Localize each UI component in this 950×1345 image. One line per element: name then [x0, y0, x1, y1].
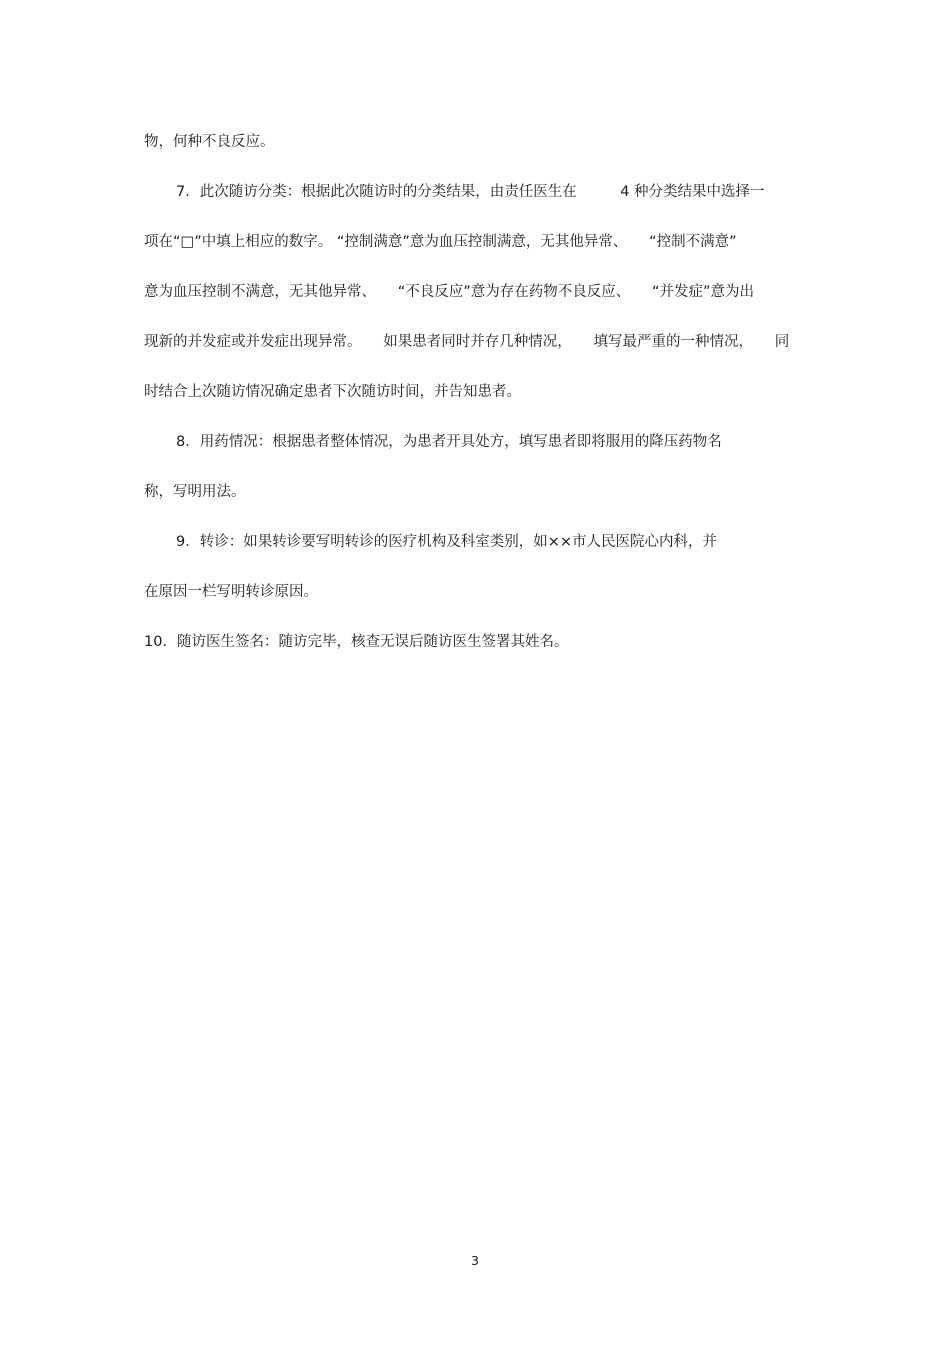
item-7-line-1: 7．此次随访分类：根据此次随访时的分类结果，由责任医生在 4 种分类结果中选择一: [176, 184, 765, 200]
item-8-line-2: 称，写明用法。: [144, 484, 246, 500]
item-9-line-1: 9．转诊：如果转诊要写明转诊的医疗机构及科室类别，如××市人民医院心内科，并: [176, 534, 718, 550]
item-10-line-1: 10．随访医生签名：随访完毕，核查无误后随访医生签署其姓名。: [144, 634, 569, 650]
item-7-line-5: 时结合上次随访情况确定患者下次随访时间，并告知患者。: [144, 384, 521, 400]
item-8-line-1: 8．用药情况：根据患者整体情况，为患者开具处方，填写患者即将服用的降压药物名: [176, 434, 722, 450]
paragraph-line-continuation: 物，何种不良反应。: [144, 134, 275, 150]
item-7-line-4: 现新的并发症或并发症出现异常。 如果患者同时并存几种情况， 填写最严重的一种情况， 同: [144, 334, 790, 350]
item-7-line-3: 意为血压控制不满意，无其他异常、 “不良反应”意为存在药物不良反应、 “并发症”意为出: [144, 284, 755, 300]
page-number: 3: [471, 1253, 479, 1268]
item-9-line-2: 在原因一栏写明转诊原因。: [144, 584, 318, 600]
item-7-line-2: 项在“□”中填上相应的数字。 “控制满意”意为血压控制满意，无其他异常、 “控制不满意”: [144, 234, 737, 250]
